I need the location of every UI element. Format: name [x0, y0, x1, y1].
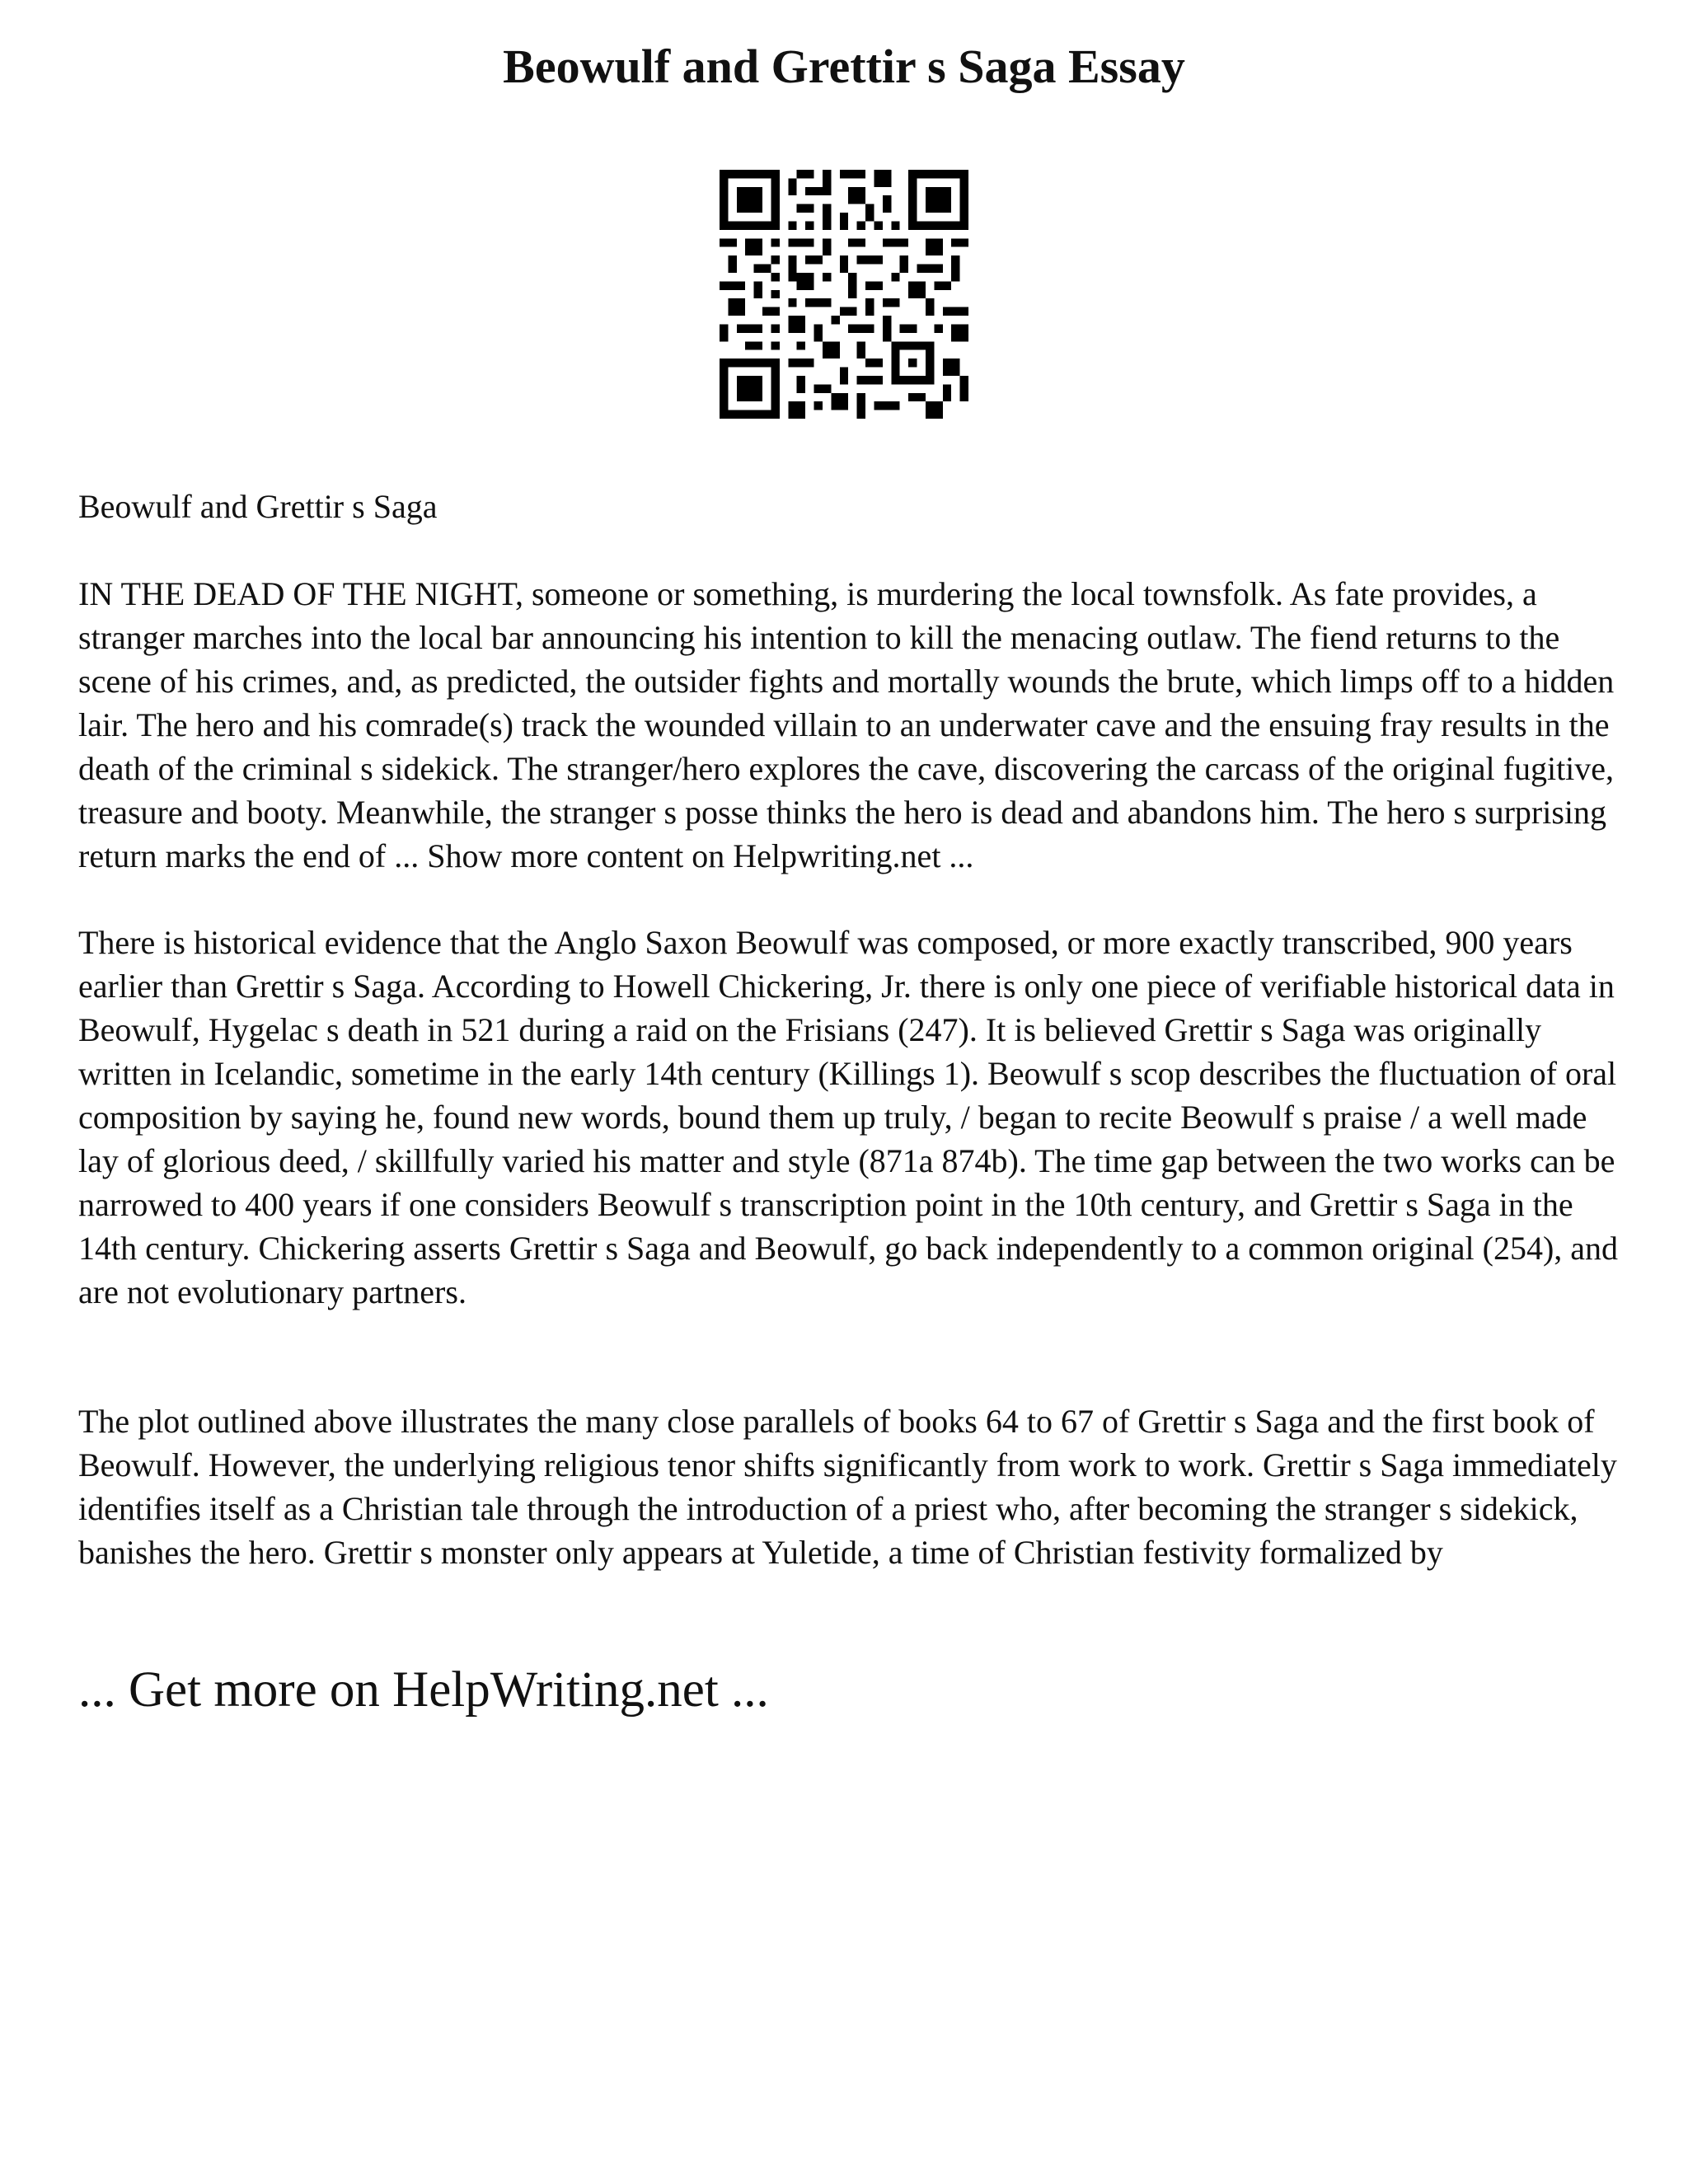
qr-code-icon [720, 170, 968, 419]
paragraph: There is historical evidence that the Anglo Saxon Beowulf was composed, or more exactly transcribed, 900 years earlier than Grettir s Saga. According to Howell Chickering, Jr. there is only one piece of verifiable historical data in Beowulf, Hygelac s death in 521 during a raid on the Frisians (247). It is believed Grettir s Saga was originally written in Icelandic, sometime in the early 14th century (Killings 1). Beowulf s scop describes the fluctuation of oral composition by saying he, found new words, bound them up truly, / began to recite Beowulf s praise / a well made lay of glorious deed, / skillfully varied his matter and style (871a 874b). The time gap between the two works can be narrowed to 400 years if one considers Beowulf s transcription point in the 10th century, and Grettir s Saga in the 14th century. Chickering asserts Grettir s Saga and Beowulf, go back independently to a common original (254), and are not evolutionary partners. [78, 924, 1619, 1310]
get-more-link[interactable]: ... Get more on HelpWriting.net ... [78, 1662, 769, 1718]
paragraph: The plot outlined above illustrates the many close parallels of books 64 to 67 of Grettir s Saga and the first book of Beowulf. However, the underlying religious tenor shifts significantly from work to work. Grettir s Saga immediately identifies itself as a Christian tale through the introduction of a priest who, after becoming the stranger s sidekick, banishes the hero. Grettir s monster only appears at Yuletide, a time of Christian festivity formalized by [78, 1403, 1617, 1571]
paragraph: IN THE DEAD OF THE NIGHT, someone or something, is murdering the local townsfolk. As fate provides, a stranger marches into the local bar announcing his intention to kill the menacing outlaw. The fiend returns to the scene of his crimes, and, as predicted, the outsider fights and mortally wounds the brute, which limps off to a hidden lair. The hero and his comrade(s) track the wounded villain to an underwater cave and the ensuing fray results in the death of the criminal s sidekick. The stranger/hero explores the cave, discovering the carcass of the original fugitive, treasure and booty. Meanwhile, the stranger s posse thinks the hero is dead and abandons him. The hero s surprising return marks the end of ... Show more content on Helpwriting.net ... [78, 575, 1615, 874]
essay-subtitle: Beowulf and Grettir s Saga [78, 488, 438, 525]
page-title: Beowulf and Grettir s Saga Essay [503, 40, 1185, 93]
